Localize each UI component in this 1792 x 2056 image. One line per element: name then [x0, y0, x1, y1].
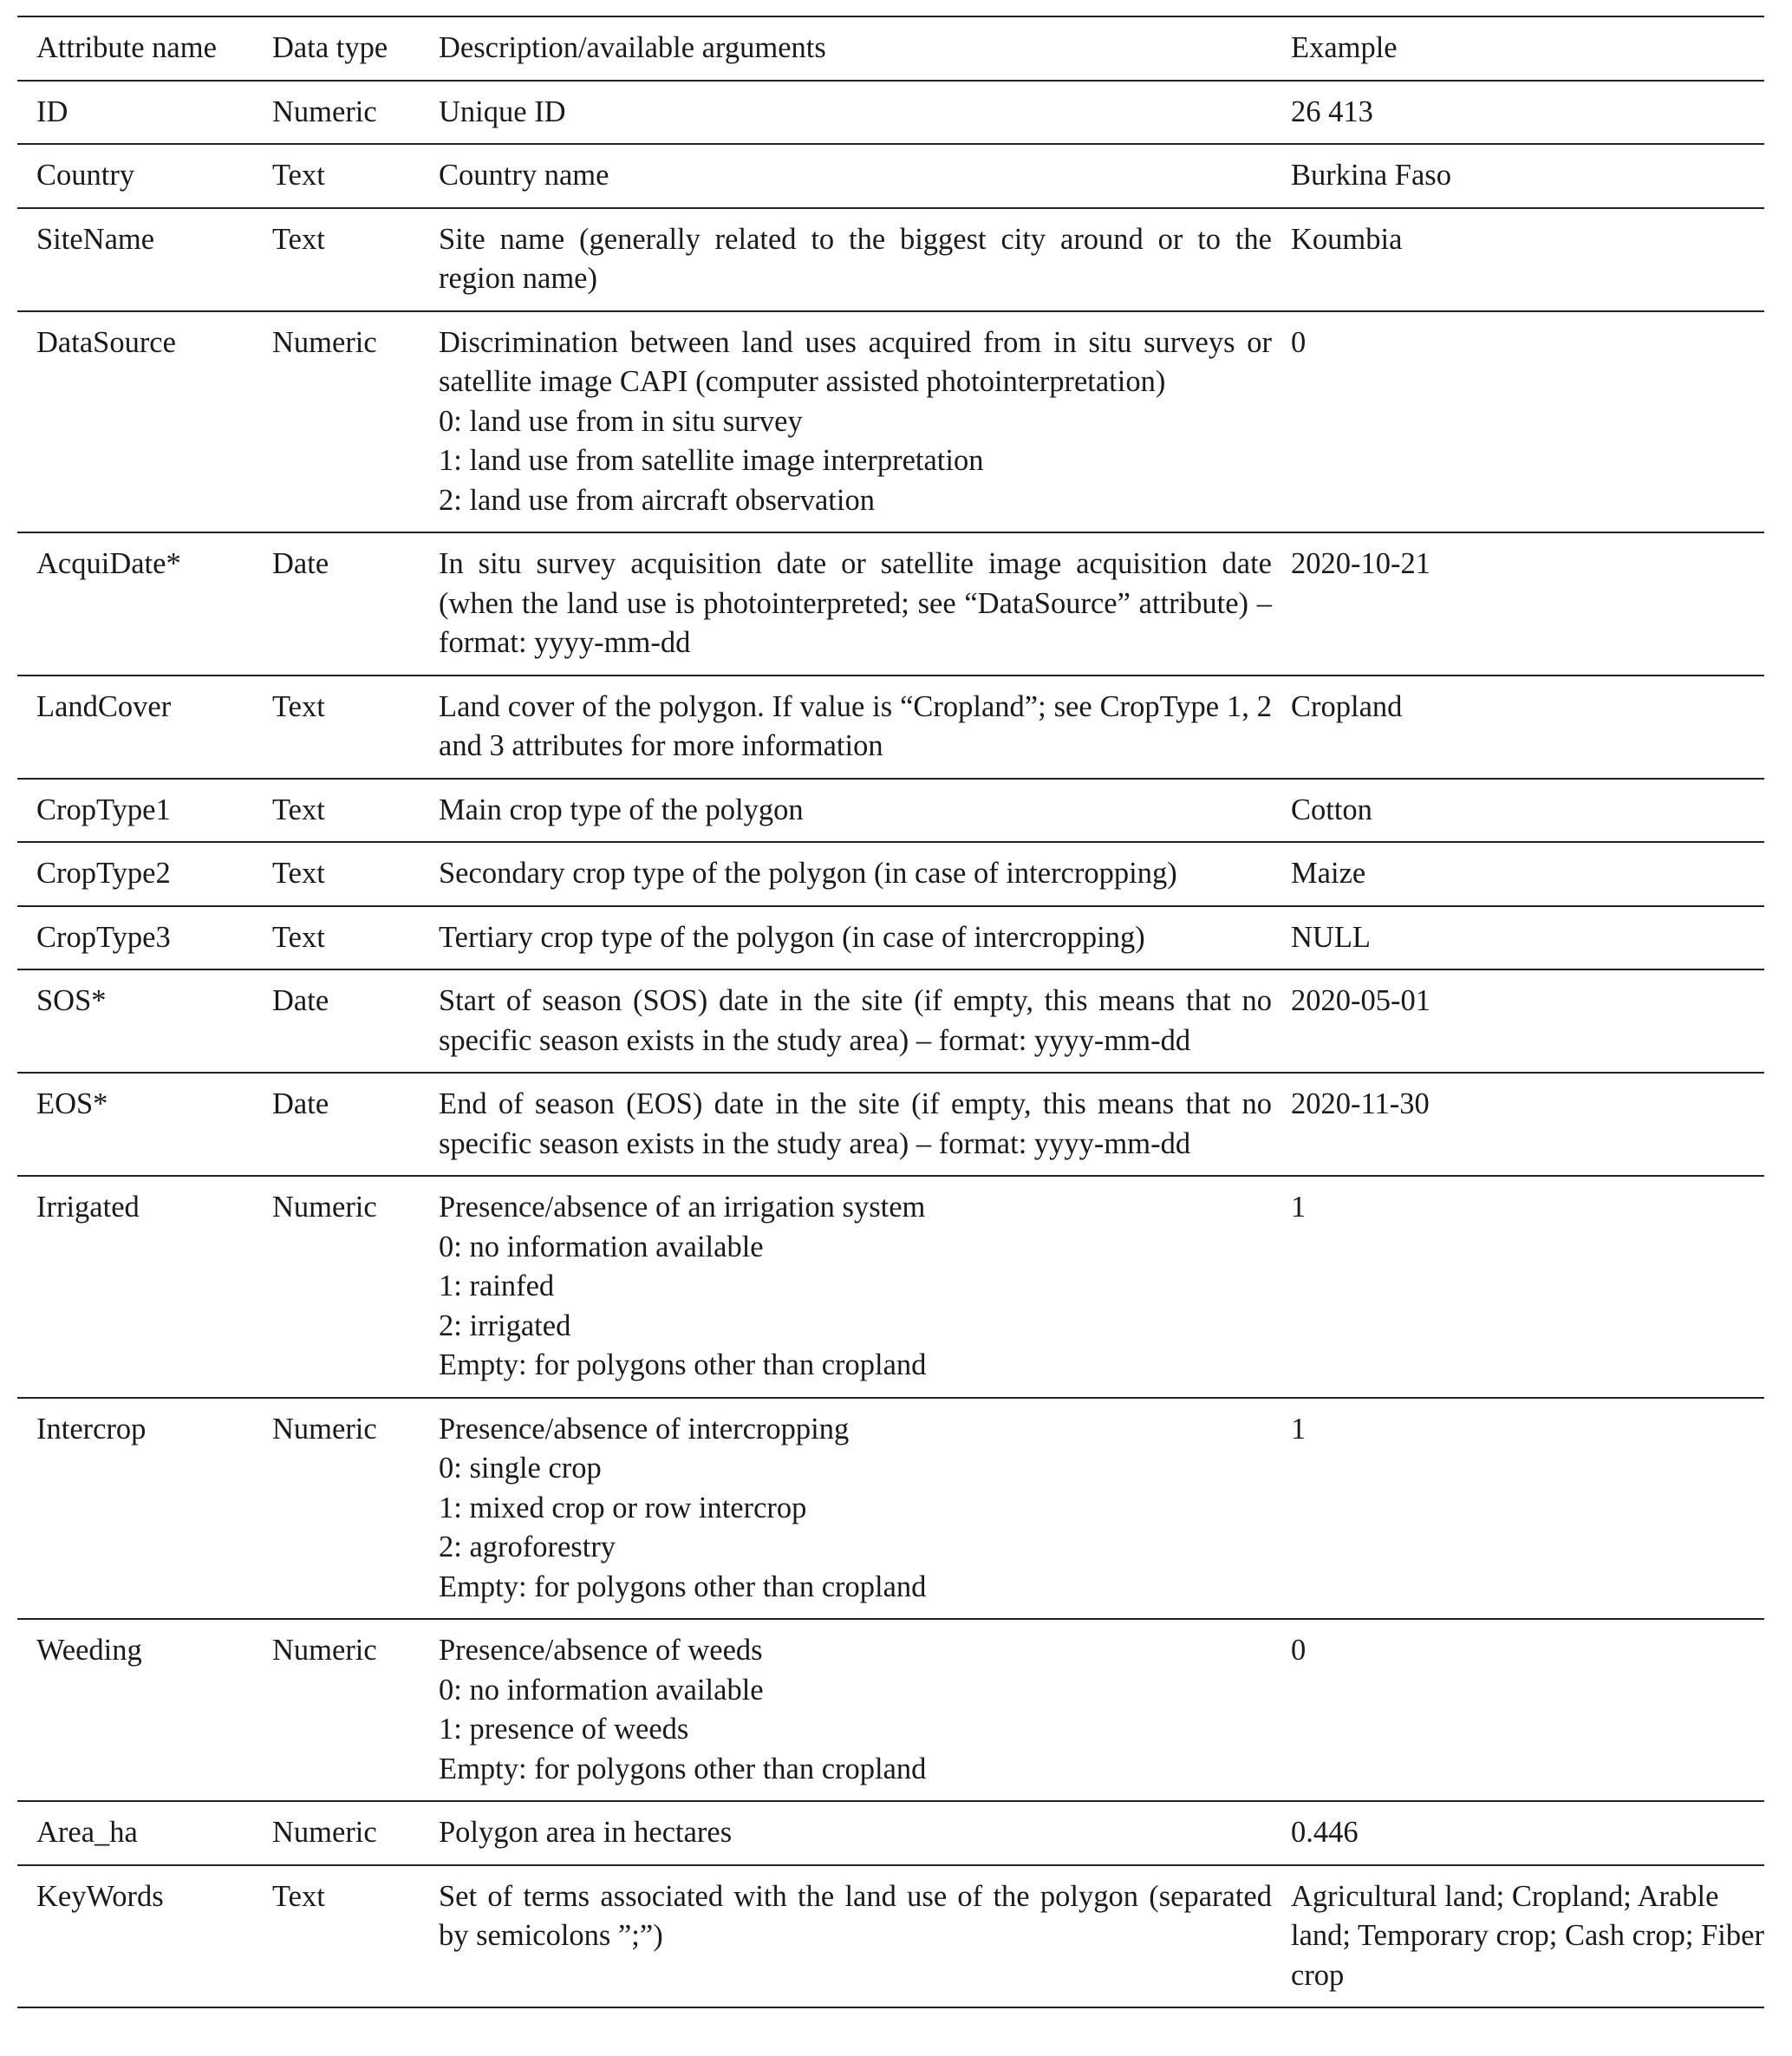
- cell-attribute-name: EOS*: [36, 1087, 108, 1120]
- cell-attribute-name: ID: [36, 95, 68, 128]
- cell-data-type: Numeric: [272, 95, 377, 128]
- cell-description: [420, 842, 1272, 906]
- cell-description: [420, 1865, 1272, 2008]
- cell-example: 2020-10-21: [1291, 547, 1430, 580]
- description-line: 0: land use from in situ survey: [439, 404, 803, 438]
- cell-example: Burkina Faso: [1291, 159, 1451, 192]
- cell-example: 0.446: [1291, 1816, 1359, 1849]
- description-line: Empty: for polygons other than cropland: [439, 1348, 927, 1381]
- description-line: 1: land use from satellite image interpretation: [439, 444, 984, 477]
- cell-attribute-name: Weeding: [36, 1634, 142, 1667]
- cell-description: [420, 1073, 1272, 1176]
- cell-example: Koumbia: [1291, 222, 1403, 256]
- cell-data-type: Numeric: [272, 1412, 377, 1446]
- cell-description: [420, 779, 1272, 843]
- cell-example: 0: [1291, 325, 1307, 359]
- description-line: Empty: for polygons other than cropland: [439, 1752, 927, 1785]
- cell-attribute-name: Intercrop: [36, 1412, 147, 1446]
- table-body: [17, 81, 1764, 2008]
- cell-description: [420, 969, 1272, 1073]
- description-line: Presence/absence of an irrigation system: [439, 1191, 926, 1224]
- header-data-type: Data type: [272, 31, 388, 64]
- cell-description: [420, 532, 1272, 676]
- description-line: Site name (generally related to the biggest city around or to the region name): [439, 222, 1272, 295]
- description-line: Start of season (SOS) date in the site (if empty, this means that no specific season exists in the study area) – format: yyyy-mm-dd: [439, 984, 1272, 1057]
- description-line: Main crop type of the polygon: [439, 793, 804, 826]
- description-line: 0: no information available: [439, 1673, 764, 1707]
- table-row: [17, 906, 1764, 970]
- table-row: [17, 532, 1764, 676]
- cell-example: Agricultural land; Cropland; Arable land; Temporary crop; Cash crop; Fiber crop: [1291, 1879, 1764, 1992]
- cell-attribute-name: SiteName: [36, 222, 155, 256]
- description-line: End of season (EOS) date in the site (if empty, this means that no specific season exists in the study area) – format: yyyy-mm-dd: [439, 1087, 1272, 1160]
- cell-attribute-name: CropType2: [36, 857, 171, 890]
- cell-example: 1: [1291, 1191, 1307, 1224]
- cell-example: 0: [1291, 1634, 1307, 1667]
- description-line: Presence/absence of weeds: [439, 1634, 763, 1667]
- cell-data-type: Text: [272, 222, 325, 256]
- description-line: Unique ID: [439, 95, 566, 128]
- table-row: [17, 842, 1764, 906]
- attribute-table-container: [17, 16, 1764, 2008]
- cell-example: Cropland: [1291, 689, 1403, 723]
- cell-data-type: Numeric: [272, 325, 377, 359]
- cell-attribute-name: CropType3: [36, 920, 171, 954]
- table-row: [17, 1801, 1764, 1865]
- header-example: Example: [1291, 31, 1398, 64]
- description-line: Polygon area in hectares: [439, 1816, 733, 1849]
- attribute-table: [17, 16, 1764, 2008]
- table-row: [17, 1398, 1764, 1620]
- cell-data-type: Date: [272, 984, 329, 1017]
- cell-description: [420, 81, 1272, 145]
- cell-description: [420, 311, 1272, 533]
- description-line: Discrimination between land uses acquired from in situ surveys or satellite image CAPI (computer assisted photointerpretation): [439, 325, 1272, 398]
- description-line: Land cover of the polygon. If value is “Cropland”; see CropType 1, 2 and 3 attributes for more information: [439, 689, 1272, 762]
- cell-attribute-name: Irrigated: [36, 1191, 140, 1224]
- cell-data-type: Numeric: [272, 1816, 377, 1849]
- description-line: 2: land use from aircraft observation: [439, 483, 875, 517]
- description-line: 0: no information available: [439, 1230, 764, 1263]
- description-line: Set of terms associated with the land use of the polygon (separated by semicolons ”;”): [439, 1879, 1272, 1952]
- cell-data-type: Date: [272, 547, 329, 580]
- description-line: 2: irrigated: [439, 1309, 571, 1342]
- description-line: In situ survey acquisition date or satellite image acquisition date (when the land use is photointerpreted; see “DataSource” attribute) – format: yyyy-mm-dd: [439, 547, 1272, 659]
- header-attribute-name: Attribute name: [36, 31, 217, 64]
- cell-description: [420, 1619, 1272, 1801]
- cell-attribute-name: AcquiDate*: [36, 547, 181, 580]
- table-row: [17, 779, 1764, 843]
- description-line: 1: mixed crop or row intercrop: [439, 1491, 807, 1524]
- description-line: Empty: for polygons other than cropland: [439, 1570, 927, 1603]
- cell-attribute-name: KeyWords: [36, 1879, 164, 1913]
- cell-data-type: Text: [272, 159, 325, 192]
- cell-data-type: Text: [272, 793, 325, 826]
- cell-attribute-name: LandCover: [36, 689, 172, 723]
- cell-description: [420, 1801, 1272, 1865]
- description-line: 0: single crop: [439, 1452, 602, 1485]
- cell-data-type: Text: [272, 857, 325, 890]
- table-row: [17, 208, 1764, 311]
- table-row: [17, 311, 1764, 533]
- description-line: Secondary crop type of the polygon (in case of intercropping): [439, 857, 1177, 890]
- description-line: Presence/absence of intercropping: [439, 1412, 850, 1446]
- cell-example: 1: [1291, 1412, 1307, 1446]
- description-line: 1: presence of weeds: [439, 1713, 689, 1746]
- table-row: [17, 81, 1764, 145]
- description-line: Tertiary crop type of the polygon (in case of intercropping): [439, 920, 1145, 954]
- table-row: [17, 969, 1764, 1073]
- table-row: [17, 1073, 1764, 1176]
- description-line: 2: agroforestry: [439, 1531, 616, 1563]
- cell-description: [420, 208, 1272, 311]
- cell-attribute-name: Area_ha: [36, 1816, 138, 1849]
- cell-example: Cotton: [1291, 793, 1372, 826]
- table-row: [17, 1619, 1764, 1801]
- table-row: [17, 144, 1764, 208]
- cell-data-type: Text: [272, 920, 325, 954]
- table-header-row: [17, 16, 1764, 81]
- cell-description: [420, 1398, 1272, 1620]
- cell-description: [420, 144, 1272, 208]
- cell-example: 2020-05-01: [1291, 984, 1430, 1017]
- cell-data-type: Numeric: [272, 1634, 377, 1667]
- cell-example: 2020-11-30: [1291, 1087, 1430, 1120]
- cell-data-type: Text: [272, 689, 325, 723]
- cell-attribute-name: SOS*: [36, 984, 107, 1017]
- cell-data-type: Numeric: [272, 1191, 377, 1224]
- cell-description: [420, 906, 1272, 970]
- cell-example: 26 413: [1291, 95, 1373, 128]
- cell-data-type: Date: [272, 1087, 329, 1120]
- cell-example: Maize: [1291, 857, 1366, 890]
- table-row: [17, 1176, 1764, 1398]
- cell-attribute-name: DataSource: [36, 325, 176, 359]
- header-description: Description/available arguments: [439, 31, 826, 64]
- cell-attribute-name: Country: [36, 159, 135, 192]
- cell-attribute-name: CropType1: [36, 793, 171, 826]
- description-line: Country name: [439, 159, 609, 192]
- table-row: [17, 676, 1764, 779]
- cell-example: NULL: [1291, 920, 1371, 954]
- cell-description: [420, 1176, 1272, 1398]
- table-row: [17, 1865, 1764, 2008]
- description-line: 1: rainfed: [439, 1269, 555, 1302]
- cell-data-type: Text: [272, 1879, 325, 1913]
- cell-description: [420, 676, 1272, 779]
